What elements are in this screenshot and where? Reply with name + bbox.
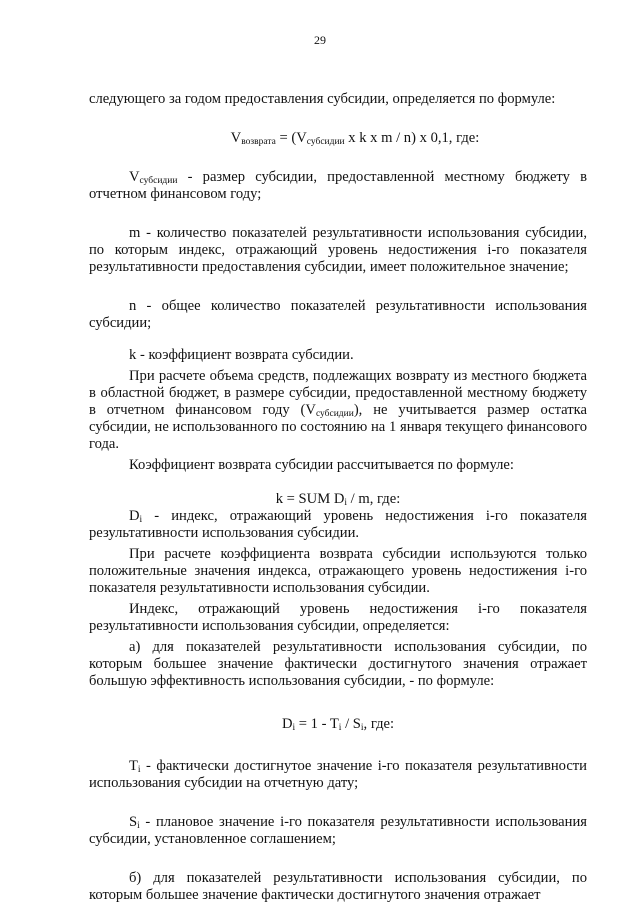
paragraph-a: а) для показателей результативности использования субсидии, по которым большее значение фактически достигнутого значения отражает большую эффективность использования субсидии, - по формуле: — [89, 639, 587, 689]
paragraph-index: Индекс, отражающий уровень недостижения i-го показателя результативности использования субсидии, определяется: — [89, 601, 587, 634]
paragraph-b: б) для показателей результативности использования субсидии, по которым большее значение фактически достигнутого значения отражает — [89, 870, 587, 903]
definition-k: k - коэффициент возврата субсидии. — [129, 347, 354, 363]
definition-v-subsidy: $V_{субсидии}$ - размер субсидии, предоставленной местному бюджету в отчетном финансовом году; — [89, 169, 587, 202]
paragraph-coefficient: Коэффициент возврата субсидии рассчитывается по формуле: — [129, 457, 514, 473]
definition-di: $D_i$ - индекс, отражающий уровень недостижения i-го показателя результативности использования субсидии. — [89, 508, 587, 541]
formula-refund: $V_{возврата} = (V_{субсидии}$ x k x m / n) x 0,1, где: — [230, 130, 480, 147]
paragraph-positive-values: При расчете коэффициента возврата субсидии используются только положительные значения индекса, отражающего уровень недостижения i-го показателя результативности использования субсидии. — [89, 546, 587, 596]
document-body — [89, 91, 587, 904]
formula-index: $D_i = 1 - T_i / S_i$, где: — [281, 716, 395, 733]
formula-coefficient: k = SUM $D_i$ / m, где: — [275, 491, 401, 508]
paragraph-calculation: При расчете объема средств, подлежащих возврату из местного бюджета в областной бюджет, в размере субсидии, предоставленной местному бюджету в отчетном финансовом году $(V_{субсидии})$, не учитывается размер остатка субсидии, не использованного по состоянию на 1 января текущего финансового года. — [89, 368, 588, 452]
intro-line: следующего за годом предоставления субсидии, определяется по формуле: — [89, 91, 556, 107]
definition-n: n - общее количество показателей результативности использования субсидии; — [89, 298, 587, 331]
definition-ti: $T_i$ - фактически достигнутое значение i-го показателя результативности использования субсидии на отчетную дату; — [89, 758, 587, 791]
definition-m: m - количество показателей результативности использования субсидии, по которым индекс, отражающий уровень недостижения i-го показателя результативности предоставления субсидии, имеет положительное значение; — [89, 225, 587, 275]
definition-si: $S_i$ - плановое значение i-го показателя результативности использования субсидии, установленное соглашением; — [89, 814, 587, 847]
page-number: 29 — [314, 33, 326, 47]
